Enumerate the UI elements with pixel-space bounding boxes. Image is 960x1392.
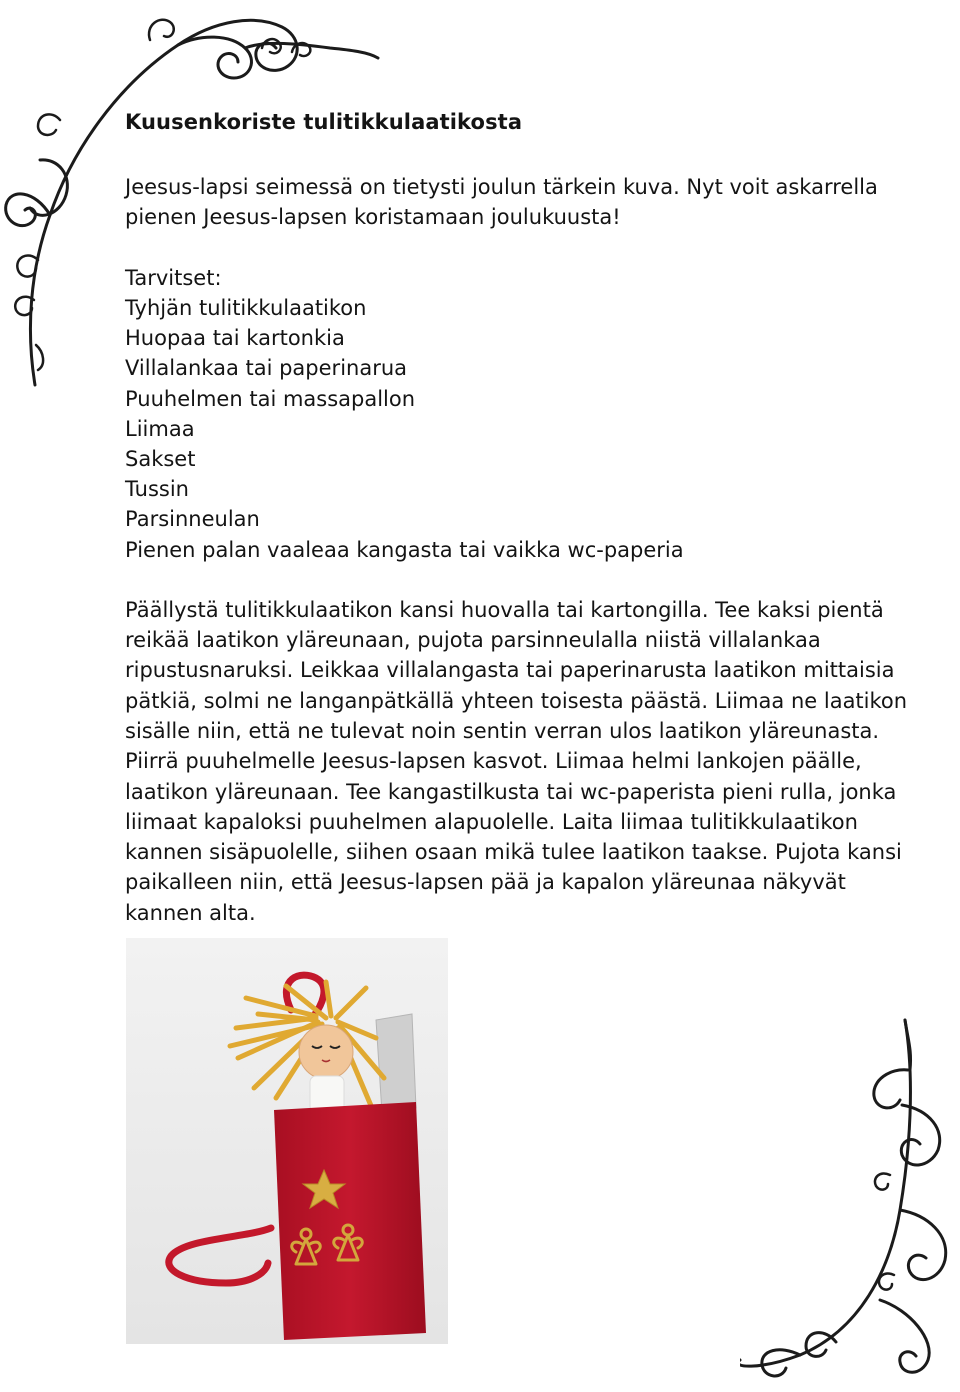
bead-head (299, 1025, 353, 1079)
flourish-ornament-bottom-right (740, 1010, 960, 1392)
red-matchbox-cover (274, 1102, 426, 1340)
materials-list (125, 293, 915, 565)
list-item: Sakset (125, 446, 196, 471)
document-body (125, 110, 915, 928)
instructions-paragraph: Päällystä tulitikkulaatikon kansi huovalla tai kartongilla. Tee kaksi pientä reikää laatikon yläreunaan, pujota parsinneulalla niistä villalankaa ripustusnaruksi. Leikkaa villalangasta tai paperinarusta laatikon mittaisia pätkiä, solmi ne langanpätkällä yhteen toisesta päästä. Liimaa ne laatikon sisälle niin, että ne tulevat noin sentin verran ulos laatikon yläreunasta. Piirrä puuhelmelle Jeesus-lapsen kasvot. Liimaa helmi lankojen päälle, laatikon yläreunaan. Tee kangastilkusta tai wc-paperista pieni rulla, jonka liimaat kapaloksi puuhelmen alapuolelle. Laita liimaa tulitikkulaatikon kannen sisäpuolelle, siihen osaan mikä tulee laatikon taakse. Pujota kansi paikalleen niin, että Jeesus-lapsen pää ja kapalon yläreunaa näkyvät kannen alta. (125, 597, 908, 925)
document-title: Kuusenkoriste tulitikkulaatikosta (125, 110, 523, 134)
list-item: Tyhjän tulitikkulaatikon (125, 295, 367, 320)
paragraph-spacer (125, 233, 915, 263)
list-item: Villalankaa tai paperinarua (125, 356, 408, 381)
list-item: Tussin (125, 477, 189, 502)
intro-paragraph: Jeesus-lapsi seimessä on tietysti joulun tärkein kuva. Nyt voit askarrella pienen Jeesus-lapsen koristamaan joulukuusta! (125, 175, 878, 230)
list-item: Huopaa tai kartonkia (125, 326, 345, 351)
list-item: Pienen palan vaaleaa kangasta tai vaikka wc-paperia (125, 537, 684, 562)
ornament-photo (126, 938, 448, 1344)
matchbox-drawer (376, 1014, 416, 1113)
list-item: Parsinneulan (125, 507, 260, 532)
list-item: Liimaa (125, 416, 195, 441)
list-item: Puuhelmen tai massapallon (125, 386, 416, 411)
paragraph-spacer (125, 565, 915, 595)
materials-heading: Tarvitset: (125, 265, 222, 290)
